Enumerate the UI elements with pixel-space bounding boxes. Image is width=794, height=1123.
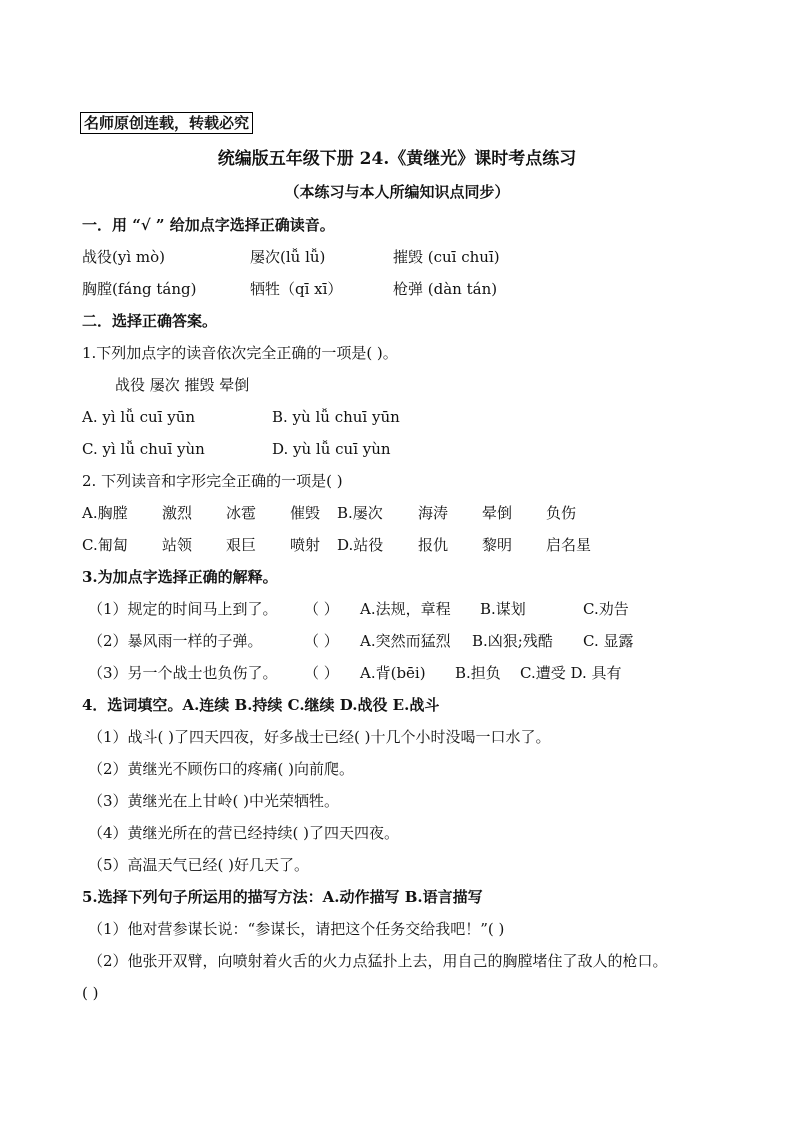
- section2-heading: 二．选择正确答案。: [82, 312, 218, 330]
- q3-blank: （ ）: [304, 664, 339, 682]
- q3-option: B.谋划: [480, 600, 526, 618]
- option-a: A. yì lǚ cuī yūn: [82, 408, 196, 426]
- q3-item: （1）规定的时间马上到了。: [88, 600, 278, 618]
- page-title: 统编版五年级下册 24.《黄继光》课时考点练习: [217, 149, 577, 169]
- pinyin-item: 枪弹 (dàn tán): [393, 280, 498, 298]
- q2-word: C.匍匐: [82, 536, 128, 554]
- q3-option: C. 显露: [583, 632, 634, 650]
- q3-option: B.凶狠;残酷: [472, 632, 553, 650]
- q2-word: 站领: [162, 536, 193, 554]
- q3-blank: （ ）: [304, 632, 339, 650]
- q2-word: 冰雹: [226, 504, 257, 522]
- fill-item: （5）高温天气已经( )好几天了。: [88, 856, 310, 874]
- q3-option: A.突然而猛烈: [360, 632, 451, 650]
- q3-option: A.背(bēi): [360, 664, 426, 682]
- q2-word: 负伤: [546, 504, 577, 522]
- fill-item: （4）黄继光所在的营已经持续( )了四天四夜。: [88, 824, 400, 842]
- q3-item: （3）另一个战士也负伤了。: [88, 664, 278, 682]
- q3-option: C.劝告: [583, 600, 629, 618]
- q2-word: 艰巨: [226, 536, 257, 554]
- q2-word: 报仇: [418, 536, 449, 554]
- fill-item: （3）黄继光在上甘岭( )中光荣牺牲。: [88, 792, 340, 810]
- q3-option: B.担负: [455, 664, 501, 682]
- description-item: （1）他对营参谋长说：“参谋长，请把这个任务交给我吧！”( ): [88, 920, 505, 938]
- copyright-stamp: 名师原创连载，转载必究: [80, 112, 253, 134]
- q3-option: C.遭受 D. 具有: [520, 664, 622, 682]
- pinyin-item: 牺牲（qī xī）: [250, 280, 343, 298]
- pinyin-item: 战役(yì mò): [82, 248, 165, 266]
- question-1-words: 战役 屡次 摧毁 晕倒: [115, 376, 250, 394]
- fill-item: （2）黄继光不顾伤口的疼痛( )向前爬。: [88, 760, 355, 778]
- q2-word: 晕倒: [482, 504, 513, 522]
- q2-word: 激烈: [162, 504, 193, 522]
- q2-word: 喷射: [290, 536, 321, 554]
- q2-word: 催毁: [290, 504, 321, 522]
- q3-blank: （ ）: [304, 600, 339, 618]
- option-d: D. yù lǚ cuī yùn: [272, 440, 391, 458]
- question-2-stem: 2. 下列读音和字形完全正确的一项是( ): [82, 472, 343, 490]
- question-1-stem: 1.下列加点字的读音依次完全正确的一项是( )。: [82, 344, 398, 362]
- description-blank: ( ): [82, 984, 99, 1002]
- q3-item: （2）暴风雨一样的子弹。: [88, 632, 263, 650]
- option-b: B. yù lǚ chuī yūn: [272, 408, 400, 426]
- pinyin-item: 摧毁 (cuī chuī): [393, 248, 500, 266]
- section5-heading: 5.选择下列句子所运用的描写方法：A.动作描写 B.语言描写: [82, 888, 483, 906]
- q3-option: A.法规，章程: [360, 600, 451, 618]
- q2-word: 黎明: [482, 536, 513, 554]
- q2-word: D.站役: [337, 536, 384, 554]
- section4-heading: 4．选词填空。A.连续 B.持续 C.继续 D.战役 E.战斗: [82, 696, 440, 714]
- q2-word: 海涛: [418, 504, 449, 522]
- q2-word: B.屡次: [337, 504, 383, 522]
- page-subtitle: （本练习与本人所编知识点同步）: [284, 183, 510, 201]
- q2-word: A.胸膛: [82, 504, 128, 522]
- section1-heading: 一．用 “√ ” 给加点字选择正确读音。: [82, 216, 335, 234]
- question-3-stem: 3.为加点字选择正确的解释。: [82, 568, 278, 586]
- q2-word: 启名星: [546, 536, 592, 554]
- option-c: C. yì lǚ chuī yùn: [82, 440, 205, 458]
- pinyin-item: 胸膛(fáng táng): [82, 280, 197, 298]
- description-item: （2）他张开双臂，向喷射着火舌的火力点猛扑上去，用自己的胸膛堵住了敌人的枪口。: [88, 952, 668, 970]
- fill-item: （1）战斗( )了四天四夜，好多战士已经( )十几个小时没喝一口水了。: [88, 728, 551, 746]
- pinyin-item: 屡次(lǚ lǚ): [250, 248, 326, 266]
